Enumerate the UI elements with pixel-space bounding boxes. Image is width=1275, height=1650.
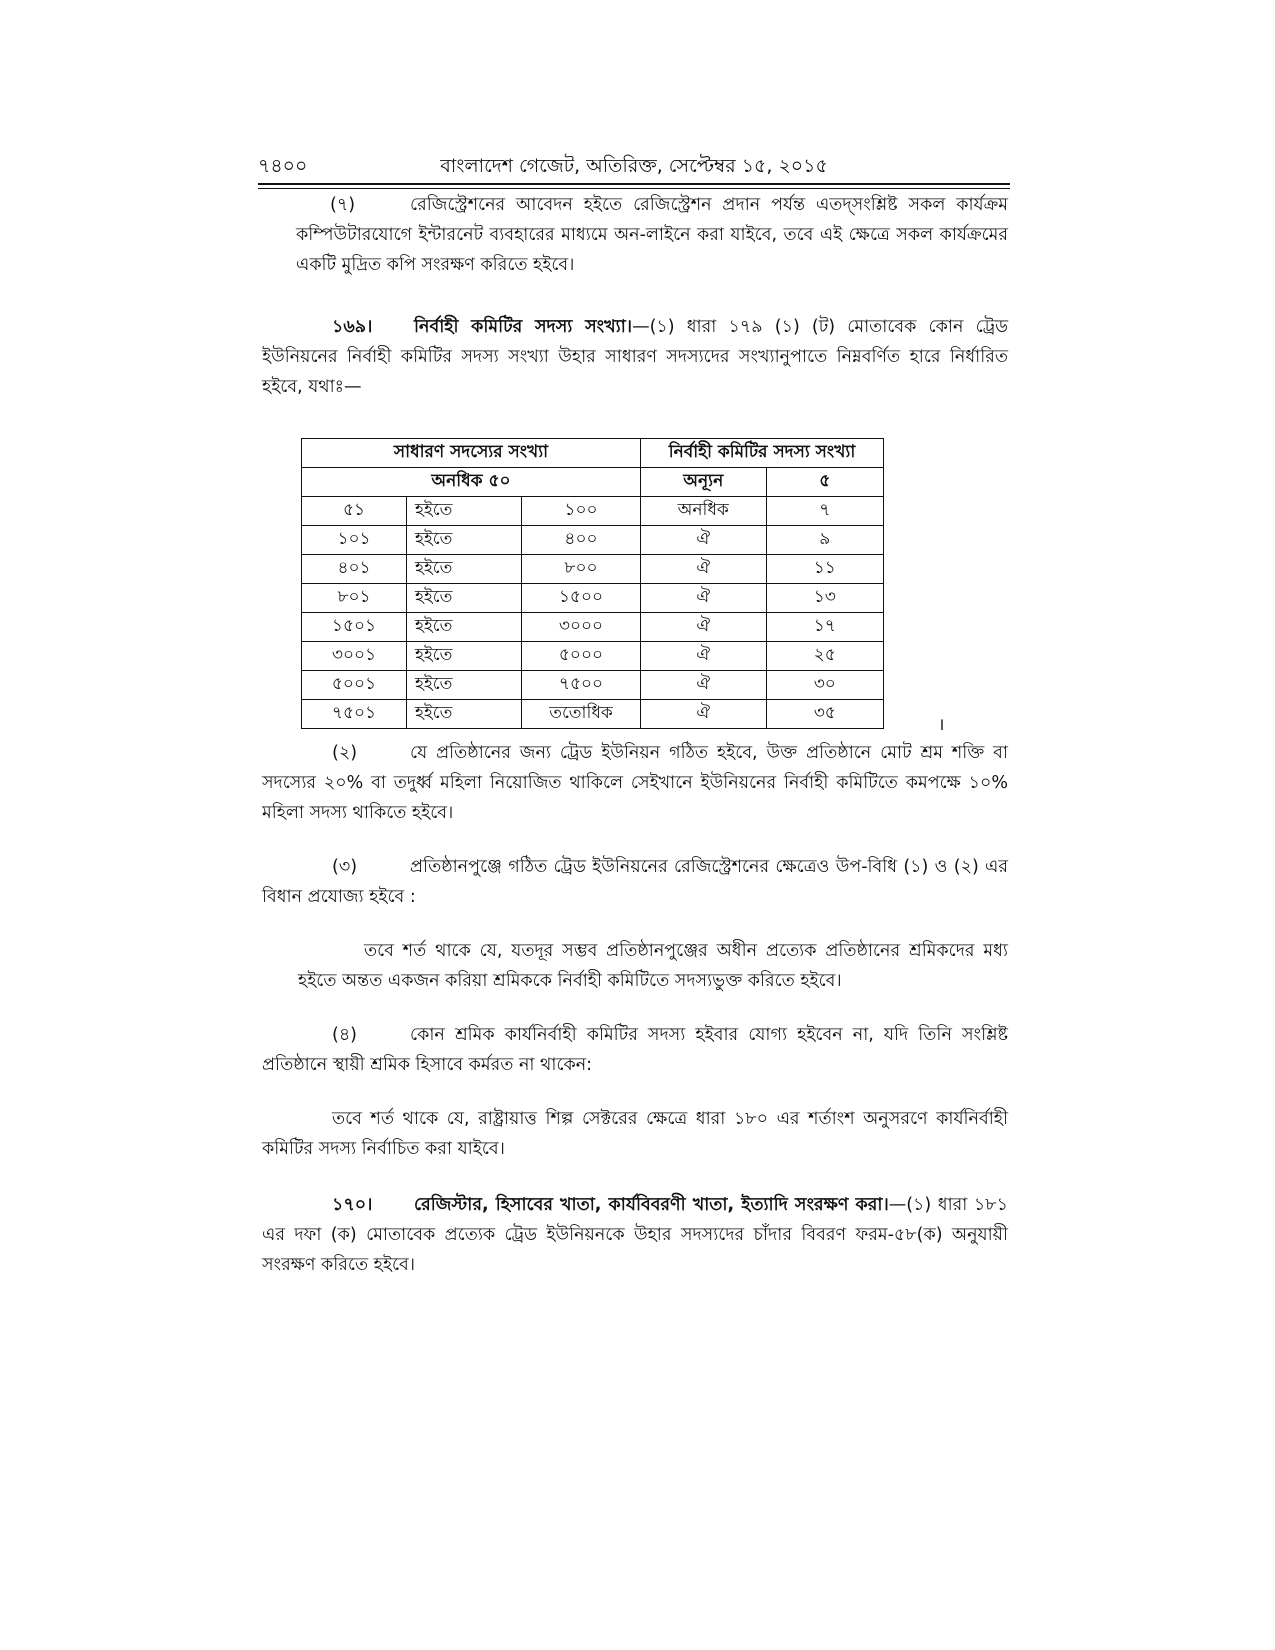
table-cell-to: ৮০০ bbox=[522, 555, 641, 584]
paragraph-number: (৭) bbox=[330, 195, 356, 215]
paragraph-text: প্রতিষ্ঠানপুঞ্জে গঠিত ট্রেড ইউনিয়নের রেজিস্ট্রেশনের ক্ষেত্রেও উপ-বিধি (১) ও (২) এর বিধান প্রযোজ্য হইবে : bbox=[262, 857, 1008, 907]
page-header bbox=[258, 150, 1010, 180]
proviso-4 bbox=[262, 1104, 1008, 1164]
table-cell-count: ১১ bbox=[766, 555, 883, 584]
table-cell-qualifier: ঐ bbox=[641, 584, 767, 613]
paragraph-number: (৪) bbox=[332, 1025, 358, 1045]
table-cell-qualifier: ঐ bbox=[641, 526, 767, 555]
table-row bbox=[302, 671, 884, 700]
table-cell-qualifier: ঐ bbox=[641, 700, 767, 729]
table-cell-hoite: হইতে bbox=[407, 613, 522, 642]
table-cell-from: ৭৫০১ bbox=[302, 700, 407, 729]
table-cell-to: ১৫০০ bbox=[522, 584, 641, 613]
paragraph-2 bbox=[262, 738, 1008, 828]
table-row bbox=[302, 497, 884, 526]
paragraph-number: (২) bbox=[332, 743, 358, 763]
section-text: —(১) ধারা ১৮১ এর দফা (ক) মোতাবেক প্রত্যেক ট্রেড ইউনিয়নকে উহার সদস্যদের চাঁদার বিবরণ ফরম-৫৮(ক) অনুযায়ী সংরক্ষণ করিতে হইবে। bbox=[262, 1195, 1008, 1275]
table-cell-qualifier: ঐ bbox=[641, 671, 767, 700]
table-cell-from: ১০১ bbox=[302, 526, 407, 555]
table-end-mark: । bbox=[938, 715, 945, 735]
section-number: ১৬৯। bbox=[332, 317, 373, 337]
table-cell-hoite: হইতে bbox=[407, 642, 522, 671]
section-text: —(১) ধারা ১৭৯ (১) (ট) মোতাবেক কোন ট্রেড ইউনিয়নের নির্বাহী কমিটির সদস্য সংখ্যা উহার সাধারণ সদস্যদের সংখ্যানুপাতে নিম্নবর্ণিত হারে নির্ধারিত হইবে, যথাঃ— bbox=[262, 317, 1008, 397]
table-row bbox=[302, 526, 884, 555]
table-cell-from: ৪০১ bbox=[302, 555, 407, 584]
table-row bbox=[302, 613, 884, 642]
table-row bbox=[302, 642, 884, 671]
table-cell-count: ৩৫ bbox=[766, 700, 883, 729]
table-cell-from: ৩০০১ bbox=[302, 642, 407, 671]
proviso-3 bbox=[298, 936, 1008, 996]
table-cell-count: ১৭ bbox=[766, 613, 883, 642]
table-cell-to: ৫০০০ bbox=[522, 642, 641, 671]
table-cell-from: ৫০০১ bbox=[302, 671, 407, 700]
table-cell-count: ৩০ bbox=[766, 671, 883, 700]
table-cell-qualifier: ঐ bbox=[641, 555, 767, 584]
paragraph-text: কোন শ্রমিক কার্যনির্বাহী কমিটির সদস্য হইবার যোগ্য হইবেন না, যদি তিনি সংশ্লিষ্ট প্রতিষ্ঠানে স্থায়ী শ্রমিক হিসাবে কর্মরত না থাকেন: bbox=[262, 1025, 1008, 1075]
table-cell-count: ১৩ bbox=[766, 584, 883, 613]
table-cell-hoite: হইতে bbox=[407, 671, 522, 700]
table-row bbox=[302, 700, 884, 729]
table-cell-qualifier: ঐ bbox=[641, 613, 767, 642]
table-row bbox=[302, 584, 884, 613]
table-cell-qualifier: অনধিক bbox=[641, 497, 767, 526]
table-cell-range: অনধিক ৫০ bbox=[302, 468, 641, 497]
table-cell-count: ৫ bbox=[766, 468, 883, 497]
table-cell-count: ৯ bbox=[766, 526, 883, 555]
header-rule-thick bbox=[258, 183, 1010, 185]
paragraph-number: (৩) bbox=[332, 857, 358, 877]
proviso-text: তবে শর্ত থাকে যে, রাষ্ট্রায়াত্ত শিল্প সেক্টরের ক্ষেত্রে ধারা ১৮০ এর শর্তাংশ অনুসরণে কার্যনির্বাহী কমিটির সদস্য নির্বাচিত করা যাইবে। bbox=[262, 1109, 1008, 1159]
table-cell-from: ৮০১ bbox=[302, 584, 407, 613]
table-cell-to: ততোধিক bbox=[522, 700, 641, 729]
page-number: ৭৪০০ bbox=[258, 155, 308, 177]
section-169 bbox=[262, 312, 1008, 402]
table-cell-count: ৭ bbox=[766, 497, 883, 526]
proviso-text: তবে শর্ত থাকে যে, যতদূর সম্ভব প্রতিষ্ঠানপুঞ্জের অধীন প্রত্যেক প্রতিষ্ঠানের শ্রমিকদের মধ্য হইতে অন্তত একজন করিয়া শ্রমিককে নির্বাহী কমিটিতে সদস্যভুক্ত করিতে হইবে। bbox=[298, 941, 1008, 991]
gazette-title: বাংলাদেশ গেজেট, অতিরিক্ত, সেপ্টেম্বর ১৫, ২০১৫ bbox=[440, 155, 828, 177]
section-170 bbox=[262, 1190, 1008, 1280]
executive-committee-table bbox=[301, 438, 884, 729]
table-cell-to: ৭৫০০ bbox=[522, 671, 641, 700]
table-cell-to: ১০০ bbox=[522, 497, 641, 526]
table-header-row bbox=[302, 439, 884, 468]
section-number: ১৭০। bbox=[332, 1195, 373, 1215]
paragraph-text: যে প্রতিষ্ঠানের জন্য ট্রেড ইউনিয়ন গঠিত হইবে, উক্ত প্রতিষ্ঠানে মোট শ্রম শক্তি বা সদস্যের ২০% বা তদুর্ধ্ব মহিলা নিয়োজিত থাকিলে সেইখানে ইউনিয়নের নির্বাহী কমিটিতে কমপক্ষে ১০% মহিলা সদস্য থাকিতে হইবে। bbox=[262, 743, 1008, 823]
header-rule-thin bbox=[258, 188, 1010, 189]
table-cell-hoite: হইতে bbox=[407, 497, 522, 526]
table-cell-hoite: হইতে bbox=[407, 526, 522, 555]
table-row bbox=[302, 468, 884, 497]
table-cell-from: ১৫০১ bbox=[302, 613, 407, 642]
table-cell-count: ২৫ bbox=[766, 642, 883, 671]
table-cell-hoite: হইতে bbox=[407, 555, 522, 584]
paragraph-3 bbox=[262, 852, 1008, 912]
table-header-executive-members: নির্বাহী কমিটির সদস্য সংখ্যা bbox=[641, 439, 884, 468]
table-cell-qualifier: ঐ bbox=[641, 642, 767, 671]
table-cell-qualifier: অন্যূন bbox=[641, 468, 767, 497]
paragraph-text: রেজিস্ট্রেশনের আবেদন হইতে রেজিস্ট্রেশন প্রদান পর্যন্ত এতদ্‌সংশ্লিষ্ট সকল কার্যক্রম কম্পিউটারযোগে ইন্টারনেট ব্যবহারের মাধ্যমে অন-লাইনে করা যাইবে, তবে এই ক্ষেত্রে সকল কার্যক্রমের একটি মুদ্রিত কপি সংরক্ষণ করিতে হইবে। bbox=[296, 195, 1008, 275]
table-cell-to: ৩০০০ bbox=[522, 613, 641, 642]
section-title: নির্বাহী কমিটির সদস্য সংখ্যা। bbox=[414, 317, 633, 337]
table-cell-hoite: হইতে bbox=[407, 700, 522, 729]
table-cell-from: ৫১ bbox=[302, 497, 407, 526]
paragraph-7 bbox=[296, 190, 1008, 280]
table-body bbox=[302, 497, 884, 729]
section-title: রেজিস্টার, হিসাবের খাতা, কার্যবিবরণী খাতা, ইত্যাদি সংরক্ষণ করা। bbox=[414, 1195, 889, 1215]
paragraph-4 bbox=[262, 1020, 1008, 1080]
table-cell-hoite: হইতে bbox=[407, 584, 522, 613]
table-row bbox=[302, 555, 884, 584]
table-cell-to: ৪০০ bbox=[522, 526, 641, 555]
table-header-general-members: সাধারণ সদস্যের সংখ্যা bbox=[302, 439, 641, 468]
